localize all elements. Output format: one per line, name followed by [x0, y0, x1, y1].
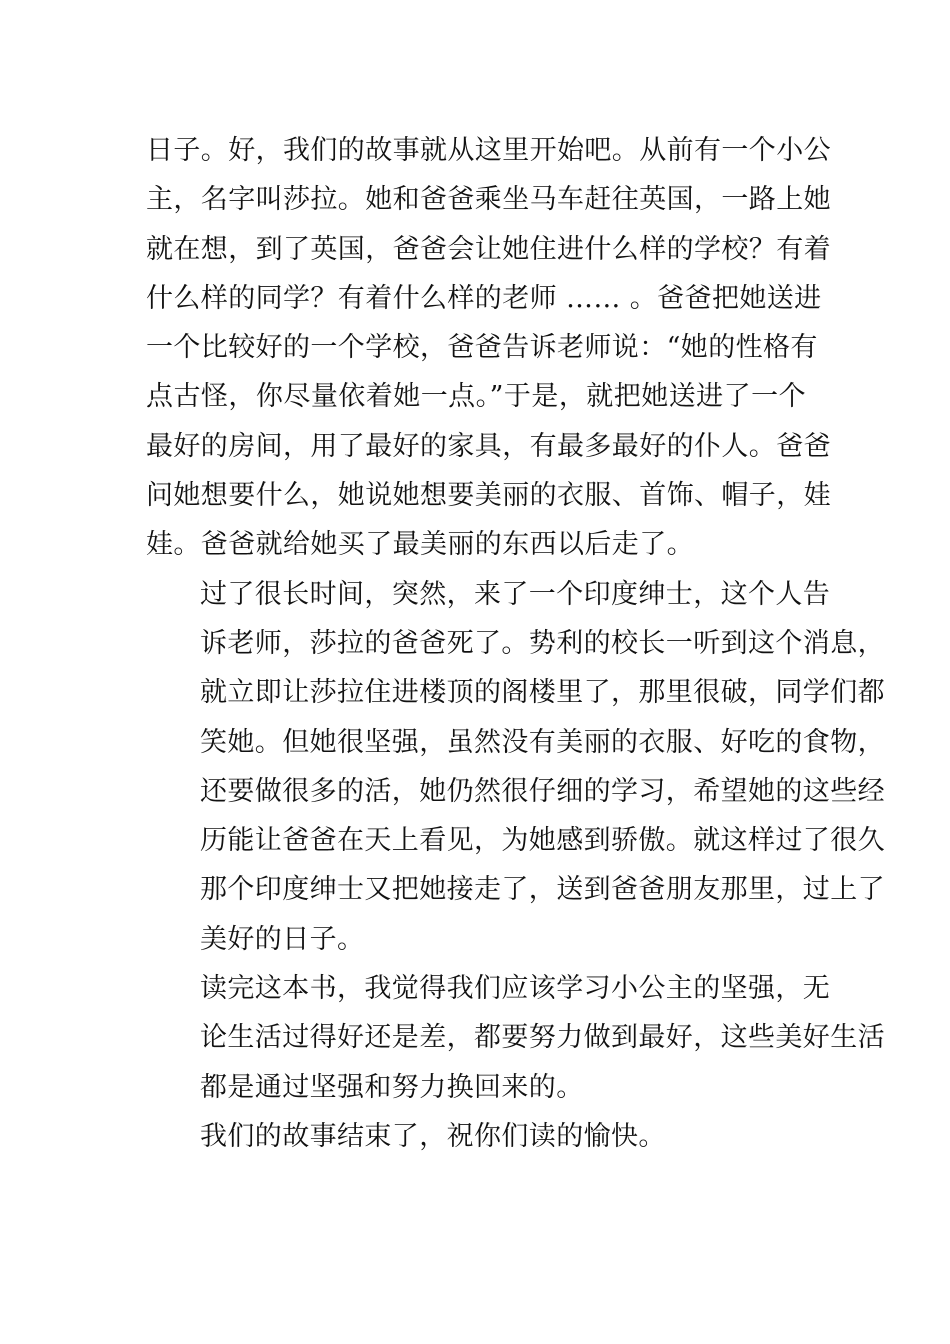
text-line: 问她想要什么，她说她想要美丽的衣服、首饰、帽子，娃: [146, 480, 831, 512]
text-line: 论生活过得好还是差，都要努力做到最好，这些美好生活: [200, 1022, 885, 1054]
text-line: 就立即让莎拉住进楼顶的阁楼里了，那里很破，同学们都: [200, 677, 885, 709]
paragraph-story-opening: [146, 126, 831, 570]
paragraph-story-turn: [146, 570, 885, 964]
text-line: 美好的日子。: [200, 923, 365, 955]
text-line: 点古怪，你尽量依着她一点。”于是，就把她送进了一个: [146, 381, 806, 413]
text-line: 一个比较好的一个学校，爸爸告诉老师说：“她的性格有: [146, 332, 818, 364]
text-line: 我们的故事结束了，祝你们读的愉快。: [200, 1120, 666, 1152]
text-line: 过了很长时间，突然，来了一个印度绅士，这个人告: [200, 578, 831, 610]
text-line: 笑她。但她很坚强，虽然没有美丽的衣服、好吃的食物，: [200, 726, 885, 758]
text-line: 那个印度绅士又把她接走了，送到爸爸朋友那里，过上了: [200, 874, 885, 906]
paragraph-reflection: [146, 964, 885, 1112]
text-line: 最好的房间，用了最好的家具，有最多最好的仆人。爸爸: [146, 430, 831, 462]
story-body: [146, 126, 885, 1161]
text-line: 读完这本书，我觉得我们应该学习小公主的坚强，无: [200, 973, 831, 1005]
text-line: 什么样的同学？有着什么样的老师 …… 。爸爸把她送进: [146, 282, 822, 314]
text-line: 娃。爸爸就给她买了最美丽的东西以后走了。: [146, 529, 694, 561]
text-line: 就在想，到了英国，爸爸会让她住进什么样的学校？有着: [146, 233, 831, 265]
text-line: 诉老师，莎拉的爸爸死了。势利的校长一听到这个消息，: [200, 627, 885, 659]
text-line: 历能让爸爸在天上看见，为她感到骄傲。就这样过了很久: [200, 825, 885, 857]
paragraph-closing: [146, 1112, 806, 1161]
text-line: 主，名字叫莎拉。她和爸爸乘坐马车赶往英国，一路上她: [146, 184, 831, 216]
text-line: 日子。好，我们的故事就从这里开始吧。从前有一个小公: [146, 135, 831, 166]
text-line: 还要做很多的活，她仍然很仔细的学习，希望她的这些经: [200, 775, 885, 807]
text-line: 都是通过坚强和努力换回来的。: [200, 1071, 584, 1103]
